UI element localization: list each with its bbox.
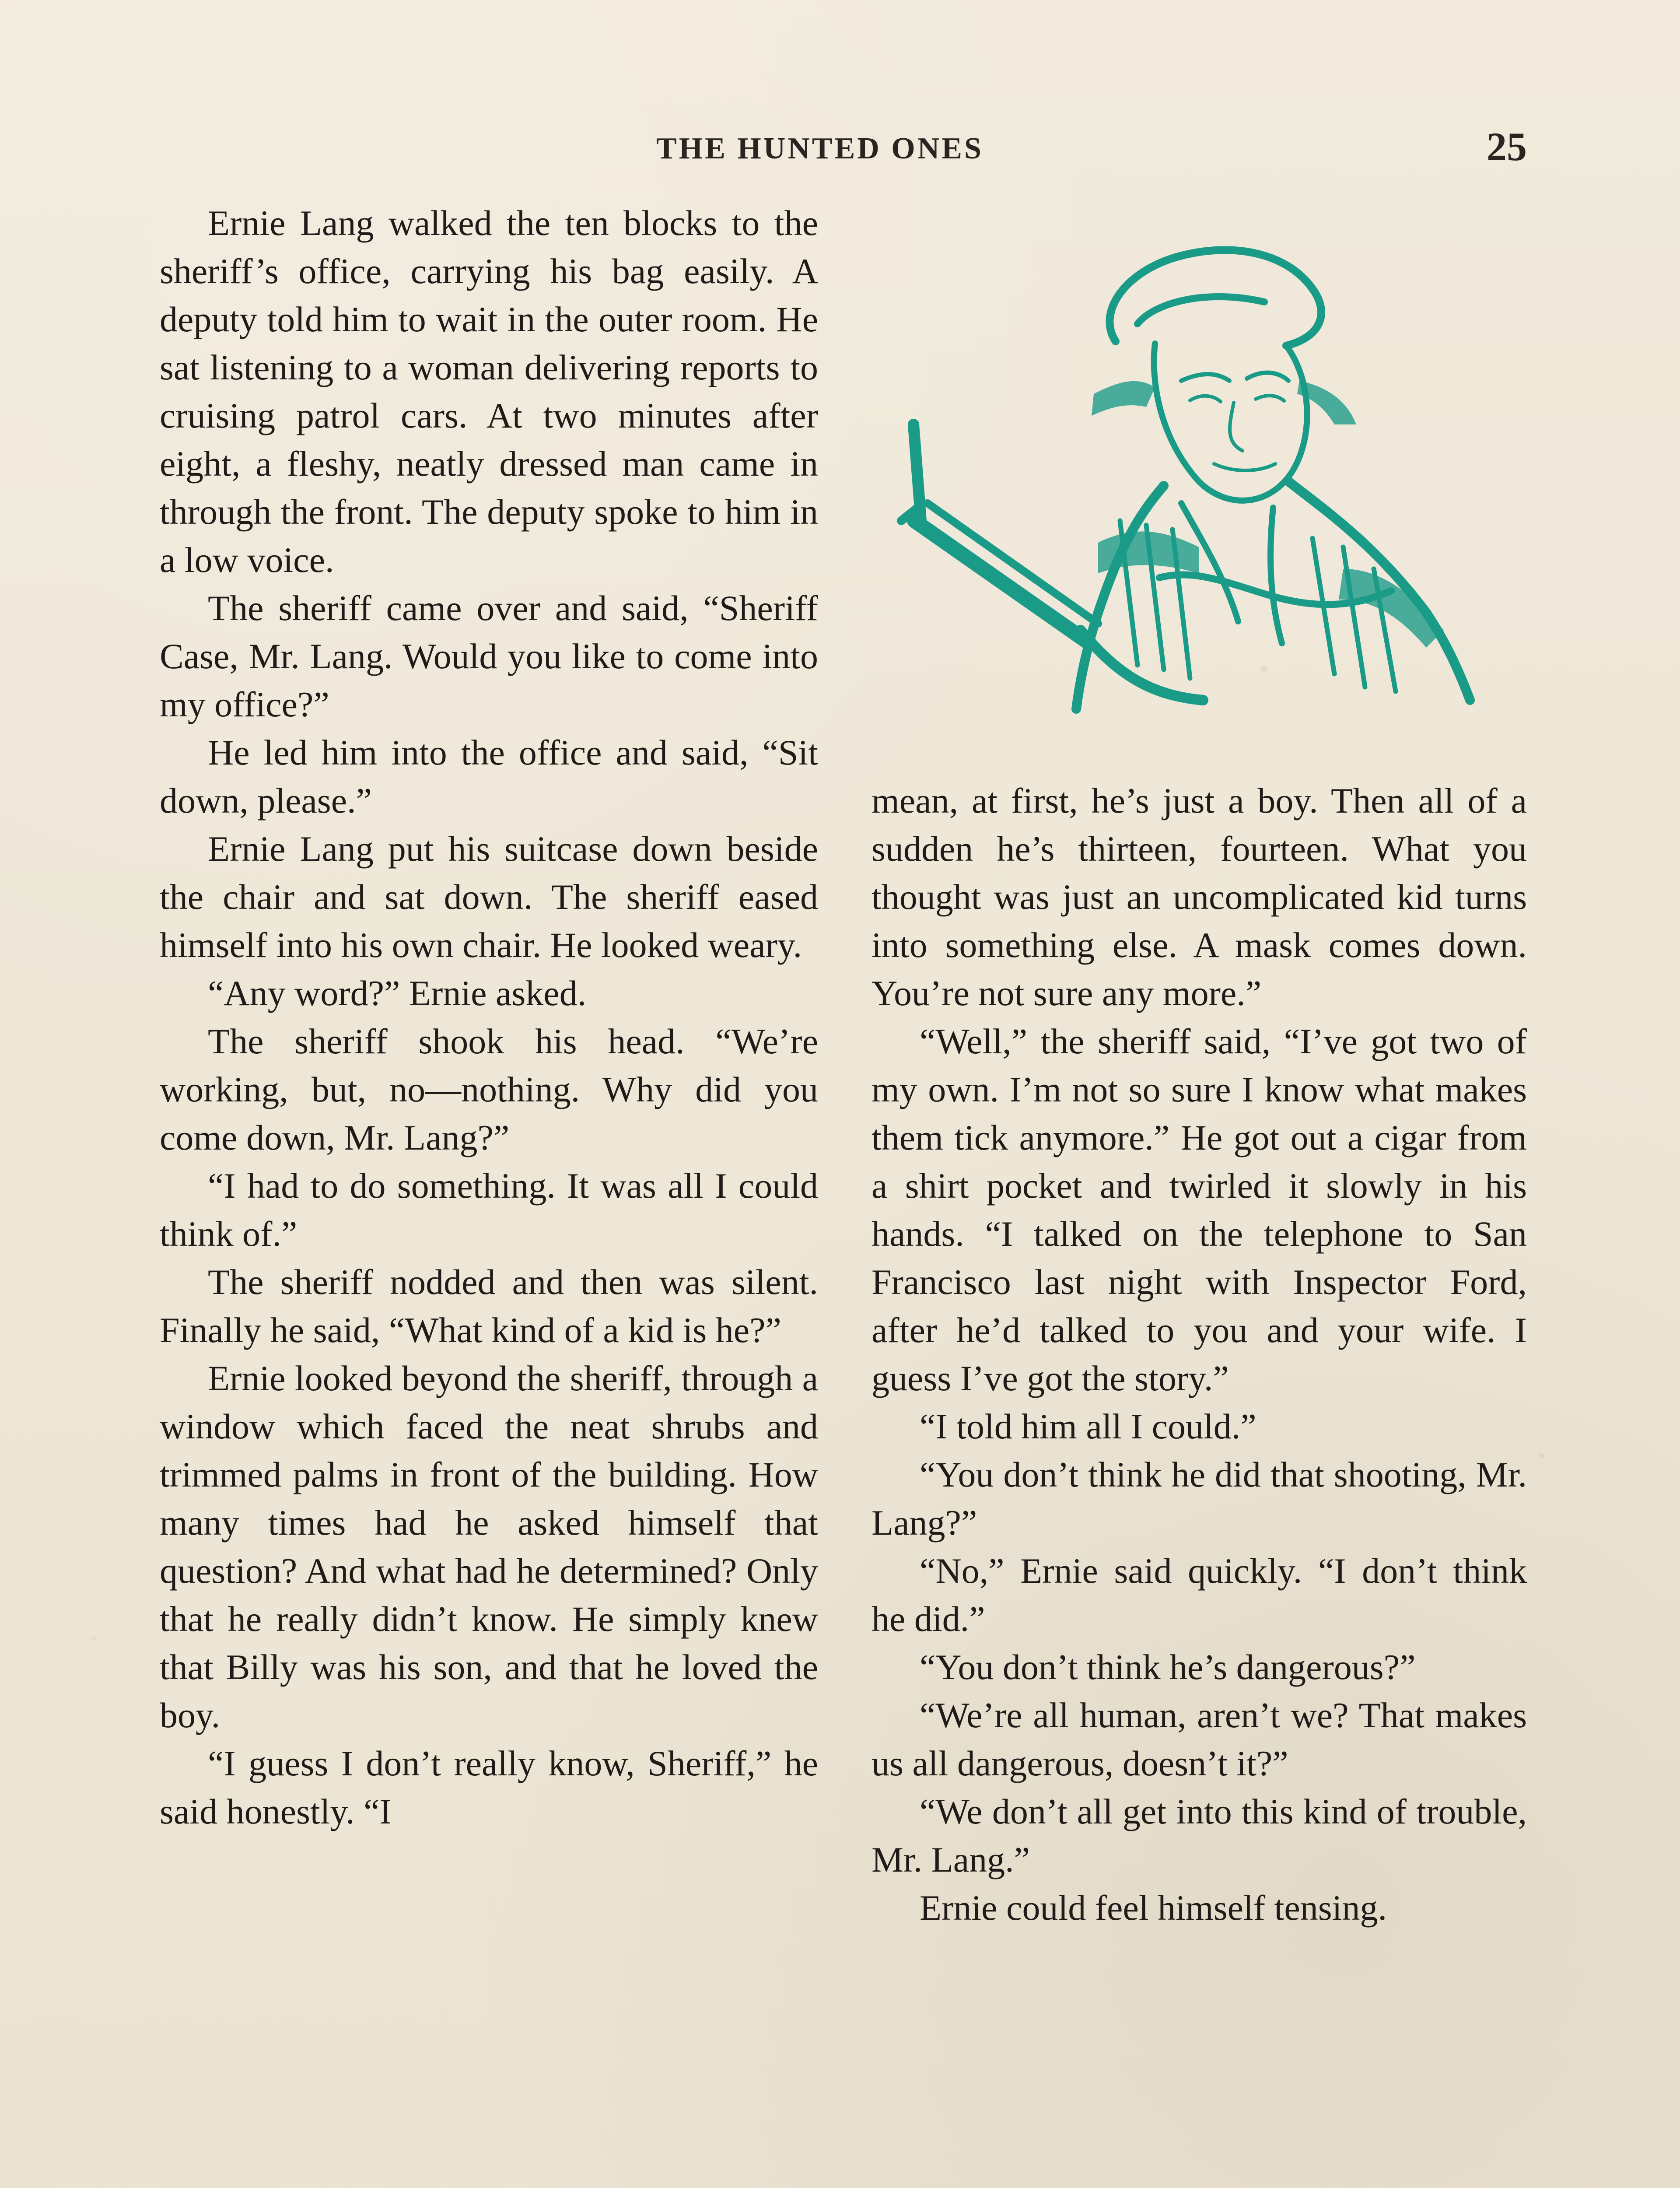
mouth [1214,464,1275,470]
paragraph: He led him into the office and said, “Sit down, please.” [160,733,818,820]
brow-left [1181,374,1229,381]
paragraph: The sheriff nodded and then was silent. Finally he said, “What kind of a kid is he?” [160,1262,818,1350]
paragraph: mean, at first, he’s just a boy. Then all of a sudden he’s thirteen, fourteen. What you thought was just an uncomplicated kid turns into something else. A mask comes down. You’re not sure any more.” [872,781,1527,1013]
paragraph: “Well,” the sheriff said, “I’ve got two of my own. I’m not so sure I know what makes them tick anymore.” He got out a cigar from a shirt pocket and twirled it slowly in his hands. “I talked on the telephone to San Francisco last night with Inspector Ford, after he’d talked to you and your wife. I guess I’ve got the story.” [872,1021,1527,1398]
hair-shadow-left [1092,381,1155,416]
paragraph: Ernie looked beyond the sheriff, through a window which faced the neat shrubs and trimmed palms in front of the building. How many times had he asked himself that question? And what had he determined? Only that he really didn’t know. He simply knew that Billy was his son, and that he loved the boy. [160,1358,818,1735]
brow-right [1247,373,1288,381]
left-column [160,199,818,1836]
hat-crown-line [1138,297,1264,324]
paragraph: Ernie could feel himself tensing. [920,1888,1387,1928]
paragraph: “I had to do something. It was all I could think of.” [160,1166,818,1254]
gun-sight [914,424,921,521]
paper-speck [1539,1453,1544,1458]
shoulder-shadow [1098,532,1199,573]
nose [1230,403,1242,451]
shirt-line [1270,508,1282,643]
paragraph: “I guess I don’t really know, Sheriff,” he said honestly. “I [160,1743,818,1831]
paragraph: “I told him all I could.” [920,1406,1256,1446]
paragraph: The sheriff came over and said, “Sheriff Case, Mr. Lang. Would you like to come into my office?” [160,588,818,724]
paragraph: Ernie Lang put his suitcase down beside the chair and sat down. The sheriff eased himself into his own chair. He looked weary. [160,829,818,965]
paragraph: The sheriff shook his head. “We’re working, but, no—nothing. Why did you come down, Mr. Lang?” [160,1021,818,1157]
eye-right [1256,396,1284,401]
shotgun-barrel [914,521,1089,643]
paragraph: Ernie Lang walked the ten blocks to the sheriff’s office, carrying his bag easily. A deputy told him to wait in the outer room. He sat listening to a woman delivering reports to cruising patrol cars. At two minutes after eight, a fleshy, neatly dressed man came in through the front. The deputy spoke to him in a low voice. [160,203,818,580]
paper-speck [92,1637,96,1641]
right-column [872,777,1527,1932]
paragraph: “You don’t think he’s dangerous?” [920,1647,1416,1687]
paragraph: “No,” Ernie said quickly. “I don’t think he did.” [872,1551,1527,1639]
page-number: 25 [1487,124,1527,169]
eye-left [1190,396,1221,402]
paragraph: “We’re all human, aren’t we? That makes us all dangerous, doesn’t it?” [872,1695,1527,1783]
man-with-hat-and-gun-illustration [892,236,1492,718]
paragraph: “Any word?” Ernie asked. [208,973,587,1013]
running-head: THE HUNTED ONES [656,132,984,165]
shotgun-top [928,503,1098,624]
paragraph: “You don’t think he did that shooting, Mr. Lang?” [872,1455,1527,1543]
paragraph: “We don’t all get into this kind of trouble, Mr. Lang.” [872,1792,1527,1879]
